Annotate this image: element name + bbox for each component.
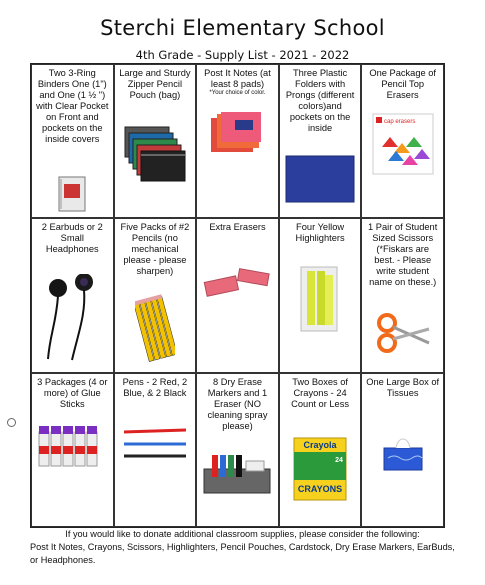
count-text: 24	[335, 456, 343, 464]
supply-cell	[114, 218, 197, 372]
supply-text: 2 Earbuds or 2 Small Headphones	[41, 222, 103, 255]
supply-cell	[114, 64, 197, 218]
supply-cell	[31, 64, 114, 218]
supply-text: Two Boxes of Crayons - 24 Count or Less	[291, 376, 350, 409]
footer-lead: If you would like to donate additional classroom supplies, please consider the following:	[65, 529, 420, 539]
supply-text: Large and Sturdy Zipper Pencil Pouch (bag)	[119, 68, 191, 100]
supply-text: Four Yellow Highlighters	[295, 222, 345, 244]
brand-text-2: CRAYONS	[298, 483, 343, 494]
footer	[30, 528, 455, 567]
supply-cell	[361, 373, 444, 527]
binder-icon	[55, 175, 89, 215]
supply-text: Three Plastic Folders with Prongs (different colors)and pockets on the inside	[285, 68, 355, 133]
supply-text: 8 Dry Erase Markers and 1 Eraser (NO cleaning spray please)	[207, 376, 268, 431]
dry-erase-markers-icon	[202, 449, 272, 509]
erasers-icon	[202, 259, 272, 309]
supply-cell	[31, 373, 114, 527]
supply-text: Five Packs of #2 Pencils (no mechanical please - please sharpen)	[120, 222, 190, 277]
supply-cell	[196, 373, 279, 527]
supply-text: Two 3-Ring Binders One (1") and One (1 ½ ") with Clear Pocket on Front and pockets on the inside covers	[36, 68, 109, 144]
supply-cell	[361, 218, 444, 372]
supply-text: 1 Pair of Student Sized Scissors (*Fiskars are best. - Please write student name on these.)	[368, 222, 438, 288]
supply-text: Post It Notes (at least 8 pads)	[204, 68, 271, 89]
supply-text: Pens - 2 Red, 2 Blue, & 2 Black	[122, 376, 188, 398]
supply-note: *Your choice of color.	[209, 90, 266, 96]
supply-cell	[361, 64, 444, 218]
pencils-icon	[135, 289, 175, 369]
earbuds-icon	[42, 274, 102, 364]
page-subtitle: 4th Grade - Supply List - 2021 - 2022	[135, 48, 350, 62]
supply-cell	[196, 218, 279, 372]
glue-sticks-icon	[37, 422, 107, 470]
supply-cell	[114, 373, 197, 527]
supply-cell	[279, 64, 362, 218]
supply-text: One Package of Pencil Top Erasers	[369, 68, 437, 100]
highlighters-icon	[295, 257, 345, 337]
supply-text: One Large Box of Tissues	[366, 376, 440, 398]
supply-cell	[31, 218, 114, 372]
folder-icon	[285, 155, 355, 205]
supply-cell	[279, 373, 362, 527]
supply-cell	[279, 218, 362, 372]
page-title: Sterchi Elementary School	[100, 16, 385, 40]
supply-text: Extra Erasers	[209, 222, 266, 233]
pens-icon	[120, 424, 190, 464]
crayons-icon	[290, 434, 350, 504]
supply-grid	[30, 63, 445, 528]
supply-cell	[196, 64, 279, 218]
margin-mark	[7, 418, 16, 427]
scissors-icon	[373, 309, 433, 359]
footer-list: Post It Notes, Crayons, Scissors, Highlighters, Pencil Pouches, Cardstock, Dry Erase Markers, EarBuds, or Headphones.	[30, 542, 455, 565]
post-it-notes-icon	[209, 110, 265, 156]
supply-text: 3 Packages (4 or more) of Glue Sticks	[37, 376, 108, 409]
brand-text: cap erasers	[383, 119, 416, 125]
brand-text: Crayola	[303, 439, 337, 450]
tissues-icon	[378, 434, 428, 474]
pencil-pouch-icon	[123, 125, 187, 189]
pencil-top-erasers-icon	[372, 113, 434, 175]
